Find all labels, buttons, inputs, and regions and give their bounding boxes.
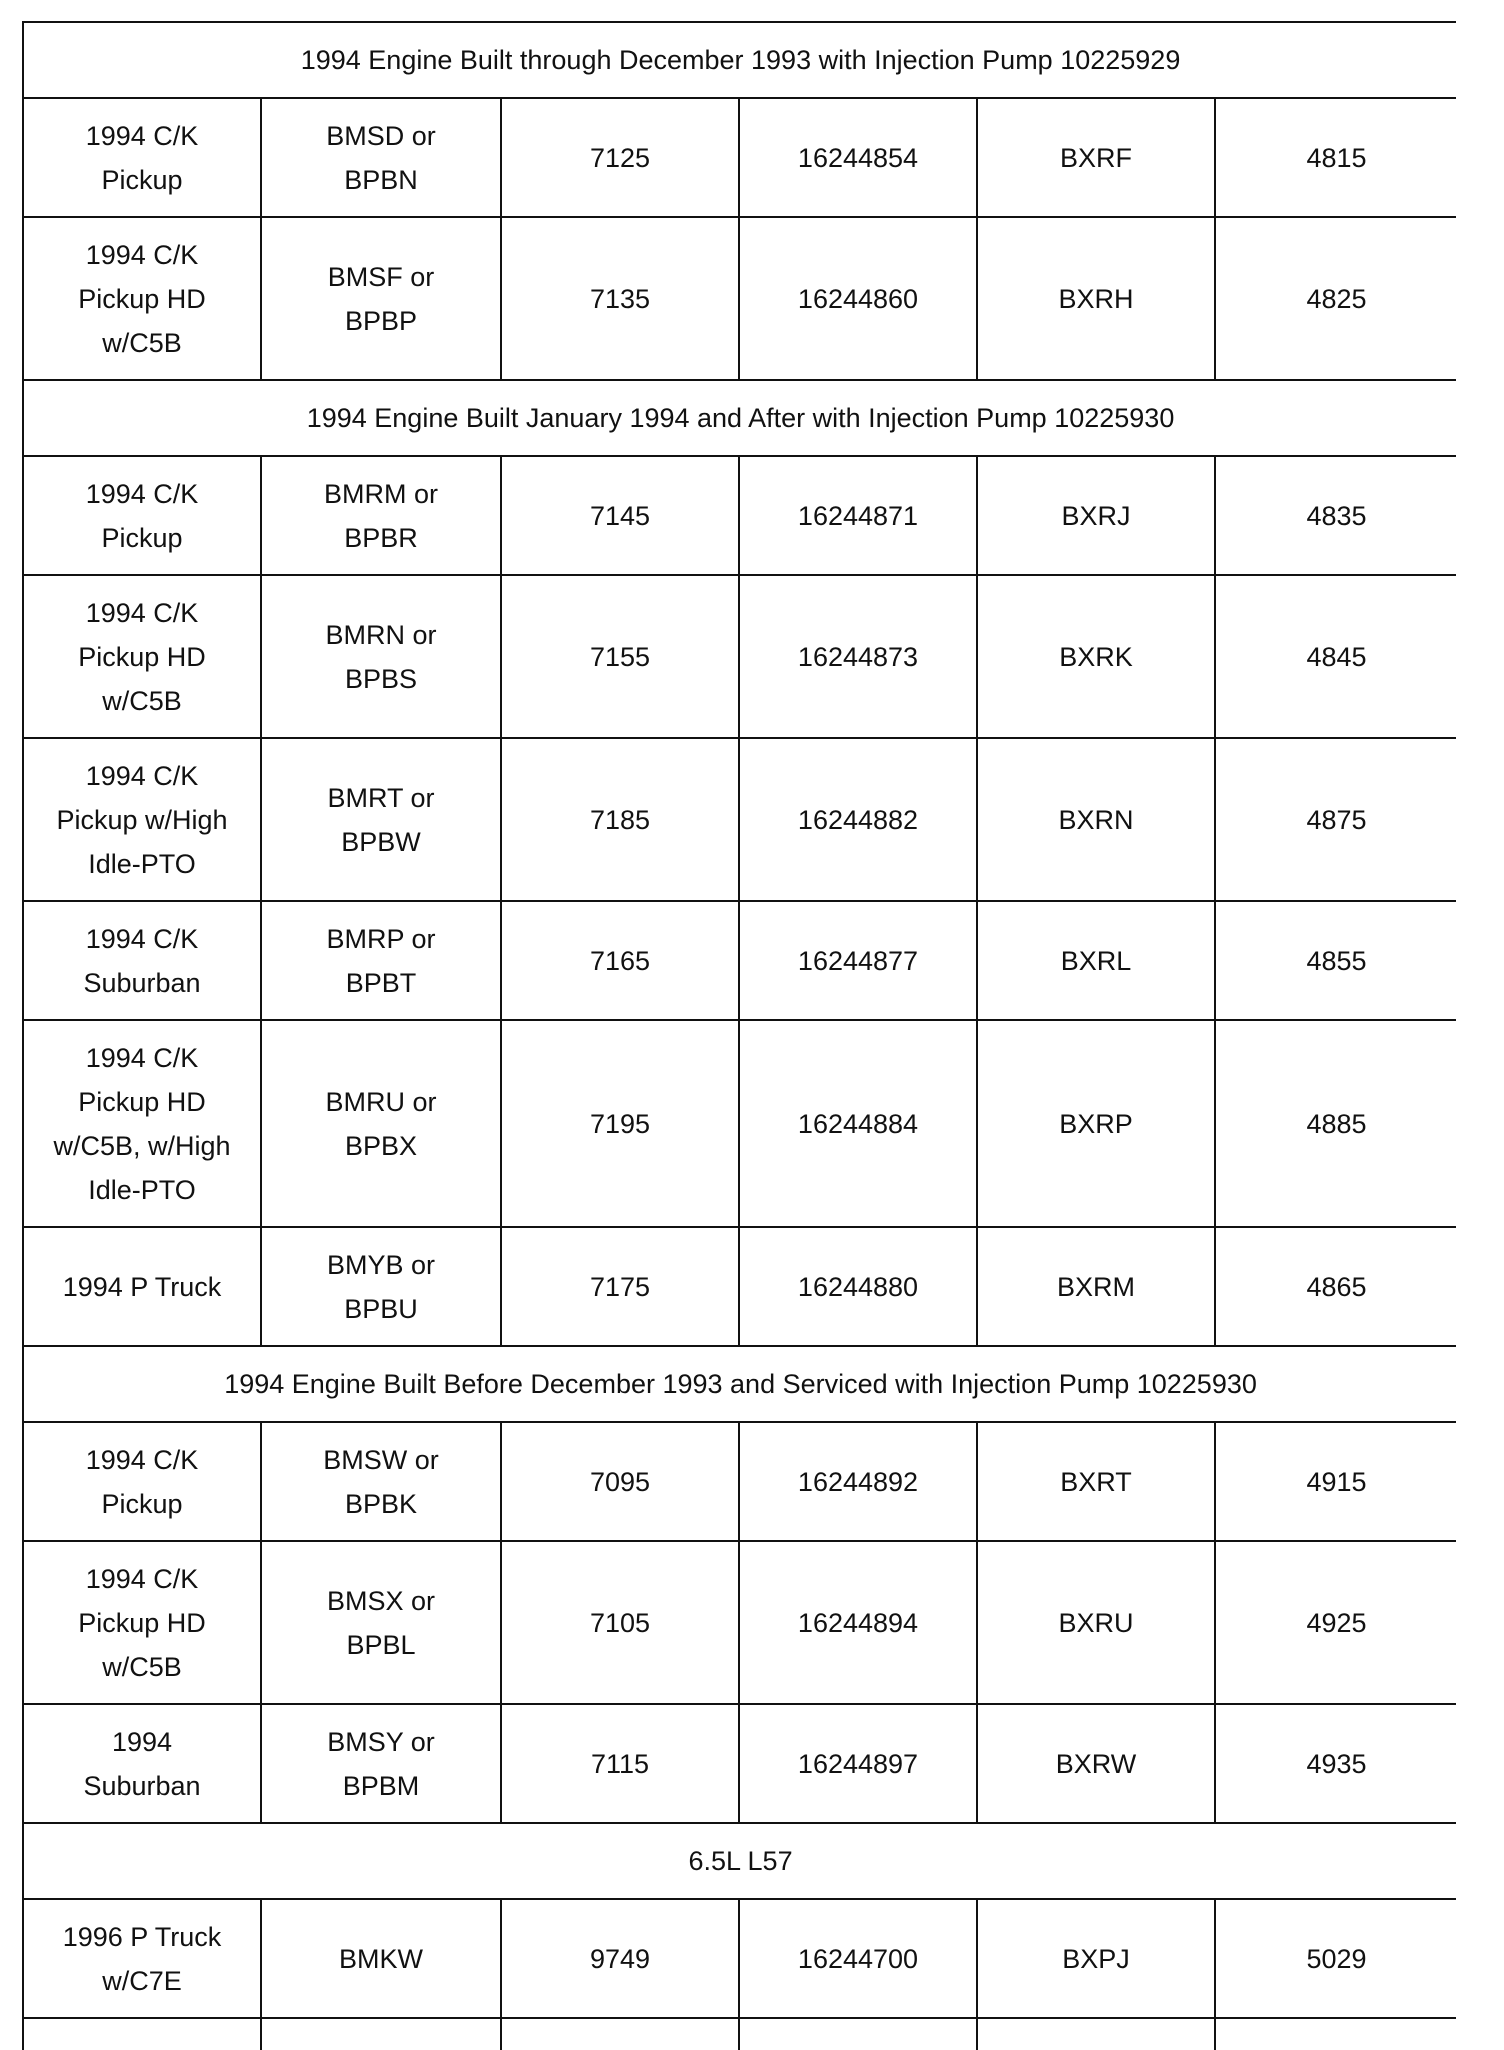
codes-cell: BMYB or BPBU [261, 1227, 501, 1346]
part-number-cell: 16244882 [739, 738, 977, 901]
part-number-cell: 16244892 [739, 1422, 977, 1541]
code-number-cell: 7175 [501, 1227, 739, 1346]
unit-code-cell: 4885 [1215, 1020, 1456, 1227]
code-number-cell: 7135 [501, 217, 739, 380]
model-cell: 1994 C/K Pickup HD w/C5B [23, 575, 261, 738]
broadcast-code-cell: BXRP [977, 1020, 1215, 1227]
part-number-cell: 16244877 [739, 901, 977, 1020]
unit-code-cell: 4815 [1215, 98, 1456, 217]
unit-code-cell: 4865 [1215, 1227, 1456, 1346]
code-number-cell: 7095 [501, 1422, 739, 1541]
codes-cell: BMSY or BPBM [261, 1704, 501, 1823]
model-cell: 1994 C/K Pickup w/High Idle-PTO [23, 738, 261, 901]
unit-code-cell: 4925 [1215, 1541, 1456, 1704]
part-number-cell: 16244884 [739, 1020, 977, 1227]
unit-code-cell: 4875 [1215, 738, 1456, 901]
broadcast-code-cell: BXRM [977, 1227, 1215, 1346]
unit-code-cell: 4825 [1215, 217, 1456, 380]
model-cell: 1994 C/K Pickup [23, 1422, 261, 1541]
model-cell: 1994 Suburban [23, 1704, 261, 1823]
model-cell: 1994 P Truck [23, 1227, 261, 1346]
section-title: 1994 Engine Built Before December 1993 and Serviced with Injection Pump 10225930 [23, 1346, 1456, 1422]
engine-calibration-table [22, 21, 1456, 2050]
broadcast-code-cell: BXRN [977, 738, 1215, 901]
part-number-cell: 16244700 [739, 1899, 977, 2018]
table-row [23, 1541, 1456, 1704]
section-header-row [23, 1823, 1456, 1899]
codes-cell [261, 2018, 501, 2050]
model-cell: 1994 C/K Pickup HD w/C5B, w/High Idle-PTO [23, 1020, 261, 1227]
table-row [23, 217, 1456, 380]
model-cell: 1994 C/K Pickup [23, 456, 261, 575]
section-title: 6.5L L57 [23, 1823, 1456, 1899]
broadcast-code-cell: BXPJ [977, 1899, 1215, 2018]
broadcast-code-cell: BXRJ [977, 456, 1215, 575]
code-number-cell: 7115 [501, 1704, 739, 1823]
broadcast-code-cell [977, 2018, 1215, 2050]
engine-calibration-table-page [22, 21, 1456, 2050]
unit-code-cell: 4855 [1215, 901, 1456, 1020]
part-number-cell: 16244873 [739, 575, 977, 738]
code-number-cell [501, 2018, 739, 2050]
table-row [23, 1899, 1456, 2018]
part-number-cell: 16244860 [739, 217, 977, 380]
section-header-row [23, 1346, 1456, 1422]
codes-cell: BMSD or BPBN [261, 98, 501, 217]
table-row [23, 1020, 1456, 1227]
model-cell: 1994 C/K Pickup [23, 98, 261, 217]
codes-cell: BMSW or BPBK [261, 1422, 501, 1541]
model-cell: 1994 C/K Suburban [23, 901, 261, 1020]
table-row [23, 901, 1456, 1020]
broadcast-code-cell: BXRT [977, 1422, 1215, 1541]
section-header-row [23, 380, 1456, 456]
unit-code-cell [1215, 2018, 1456, 2050]
codes-cell: BMRN or BPBS [261, 575, 501, 738]
broadcast-code-cell: BXRU [977, 1541, 1215, 1704]
code-number-cell: 7145 [501, 456, 739, 575]
part-number-cell: 16244871 [739, 456, 977, 575]
code-number-cell: 7105 [501, 1541, 739, 1704]
code-number-cell: 7185 [501, 738, 739, 901]
model-cell: 1996 P Truck w/C7E [23, 1899, 261, 2018]
table-row [23, 2018, 1456, 2050]
codes-cell: BMRP or BPBT [261, 901, 501, 1020]
section-title: 1994 Engine Built through December 1993 with Injection Pump 10225929 [23, 22, 1456, 98]
codes-cell: BMRU or BPBX [261, 1020, 501, 1227]
unit-code-cell: 5029 [1215, 1899, 1456, 2018]
unit-code-cell: 4935 [1215, 1704, 1456, 1823]
codes-cell: BMKW [261, 1899, 501, 2018]
part-number-cell: 16244897 [739, 1704, 977, 1823]
part-number-cell: 16244880 [739, 1227, 977, 1346]
codes-cell: BMSF or BPBP [261, 217, 501, 380]
table-row [23, 1227, 1456, 1346]
table-row [23, 456, 1456, 575]
model-cell: 1994 C/K Pickup HD w/C5B [23, 217, 261, 380]
model-cell: 1994 C/K Pickup HD w/C5B [23, 1541, 261, 1704]
table-row [23, 1704, 1456, 1823]
section-title: 1994 Engine Built January 1994 and After with Injection Pump 10225930 [23, 380, 1456, 456]
part-number-cell [739, 2018, 977, 2050]
unit-code-cell: 4915 [1215, 1422, 1456, 1541]
broadcast-code-cell: BXRH [977, 217, 1215, 380]
table-row [23, 1422, 1456, 1541]
model-cell [23, 2018, 261, 2050]
code-number-cell: 7155 [501, 575, 739, 738]
codes-cell: BMSX or BPBL [261, 1541, 501, 1704]
code-number-cell: 7165 [501, 901, 739, 1020]
broadcast-code-cell: BXRK [977, 575, 1215, 738]
code-number-cell: 7195 [501, 1020, 739, 1227]
broadcast-code-cell: BXRW [977, 1704, 1215, 1823]
codes-cell: BMRM or BPBR [261, 456, 501, 575]
unit-code-cell: 4835 [1215, 456, 1456, 575]
part-number-cell: 16244854 [739, 98, 977, 217]
broadcast-code-cell: BXRF [977, 98, 1215, 217]
table-row [23, 575, 1456, 738]
codes-cell: BMRT or BPBW [261, 738, 501, 901]
table-row [23, 98, 1456, 217]
section-header-row [23, 22, 1456, 98]
part-number-cell: 16244894 [739, 1541, 977, 1704]
code-number-cell: 9749 [501, 1899, 739, 2018]
unit-code-cell: 4845 [1215, 575, 1456, 738]
broadcast-code-cell: BXRL [977, 901, 1215, 1020]
table-row [23, 738, 1456, 901]
code-number-cell: 7125 [501, 98, 739, 217]
